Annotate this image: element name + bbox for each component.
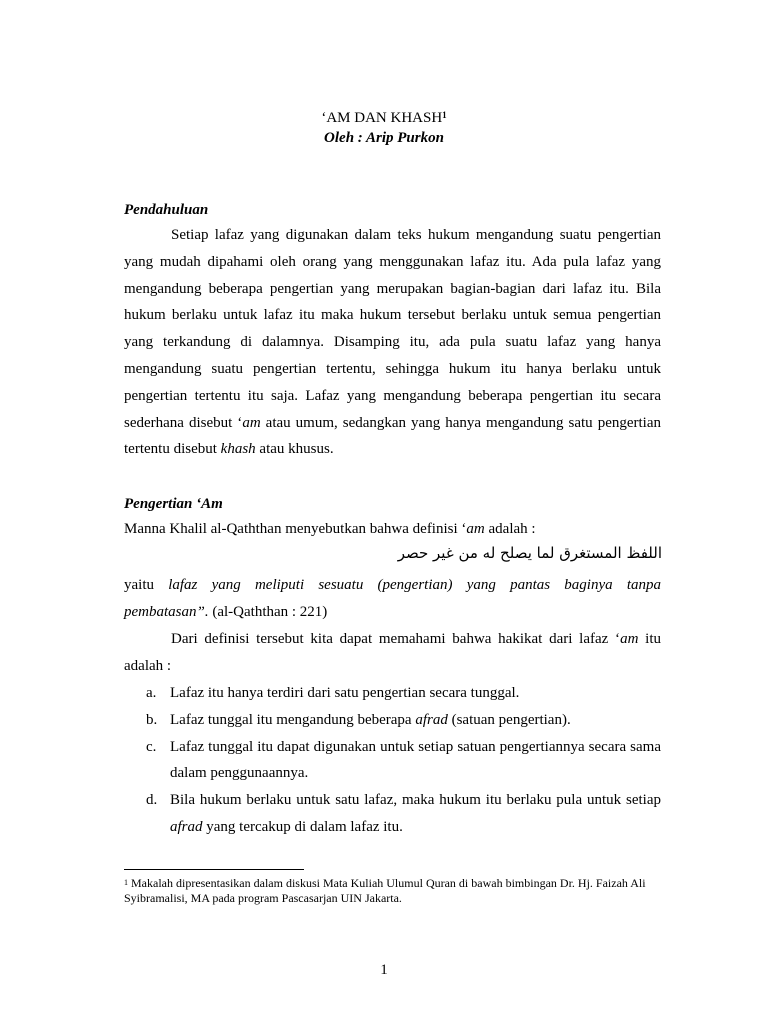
paragraph-line: pengertian tertentu itu saja. Lafaz yang mengandung beberapa pengertian itu secara: [124, 387, 661, 404]
paragraph-line: yaitu lafaz yang meliputi sesuatu (pengertian) yang pantas baginya tanpa: [124, 577, 661, 593]
section-heading-pendahuluan: Pendahuluan: [124, 202, 209, 218]
title-footnote-mark[interactable]: 1: [442, 110, 447, 120]
translation-paragraph: [124, 572, 661, 626]
list-item: d. Bila hukum berlaku untuk satu lafaz, maka hukum itu berlaku pula untuk setiap afrad yang tercakup di dalam lafaz itu.: [146, 787, 661, 841]
page-number: 1: [380, 962, 388, 978]
footnote: [124, 876, 661, 906]
arabic-definition: اللفظ المستغرق لما يصلح له من غير حصر: [397, 544, 662, 562]
paragraph-line: sederhana disebut ‘am atau umum, sedangkan yang hanya mengandung satu pengertian: [124, 414, 661, 431]
list-marker: c.: [146, 738, 157, 755]
paragraph-line: Dari definisi tersebut kita dapat memahami bahwa hakikat dari lafaz ‘am itu: [171, 631, 661, 647]
list-marker: d.: [146, 792, 158, 809]
list-item: b. Lafaz tunggal itu mengandung beberapa afrad (satuan pengertian).: [146, 707, 661, 734]
characteristics-list: [146, 680, 661, 841]
definition-intro: Manna Khalil al-Qaththan menyebutkan bahwa definisi ‘am adalah :: [124, 521, 536, 537]
section-heading-pengertian-am: Pengertian ‘Am: [124, 496, 223, 512]
paragraph-line: mengandung beberapa pengertian yang merupakan bagian-bagian dari lafaz itu. Bila: [124, 280, 661, 297]
paragraph-line: mengandung suatu pengertian tertentu, sehingga hukum itu hanya berlaku untuk: [124, 360, 661, 377]
footnote-mark: 1: [124, 878, 128, 887]
conclusion-paragraph: [124, 626, 661, 680]
paragraph-line: pembatasan”. (al-Qaththan : 221): [124, 603, 328, 620]
paragraph-line: adalah :: [124, 657, 172, 674]
list-item: c. Lafaz tunggal itu dapat digunakan untuk setiap satuan pengertiannya secara sama dalam penggunaannya.: [146, 734, 661, 788]
paragraph-line: tertentu disebut khash atau khusus.: [124, 441, 334, 458]
paragraph-line: yang terkandung di dalamnya. Disamping itu, ada pula suatu lafaz yang hanya: [124, 334, 661, 351]
footnote-divider: [124, 869, 304, 870]
list-item: a. Lafaz itu hanya terdiri dari satu pengertian secara tunggal.: [146, 680, 661, 707]
document-title: [0, 108, 768, 128]
list-marker: b.: [146, 711, 158, 728]
paragraph-line: Setiap lafaz yang digunakan dalam teks hukum mengandung suatu pengertian: [171, 227, 661, 243]
paragraph-line: yang mudah dipahami oleh orang yang menggunakan lafaz itu. Ada pula lafaz yang: [124, 253, 661, 270]
list-marker: a.: [146, 685, 157, 701]
title-text: ‘AM DAN KHASH: [321, 110, 443, 126]
footnote-text: Makalah dipresentasikan dalam diskusi Mata Kuliah Ulumul Quran di bawah bimbingan Dr. Hj. Faizah Ali Syibramalisi, MA pada program Pascasarjan UIN Jakarta.: [124, 876, 646, 905]
paragraph-line: hukum berlaku untuk lafaz itu maka hukum tersebut berlaku untuk semua pengertian: [124, 307, 661, 324]
intro-paragraph: [124, 222, 661, 463]
author-line: Oleh : Arip Purkon: [324, 130, 444, 146]
